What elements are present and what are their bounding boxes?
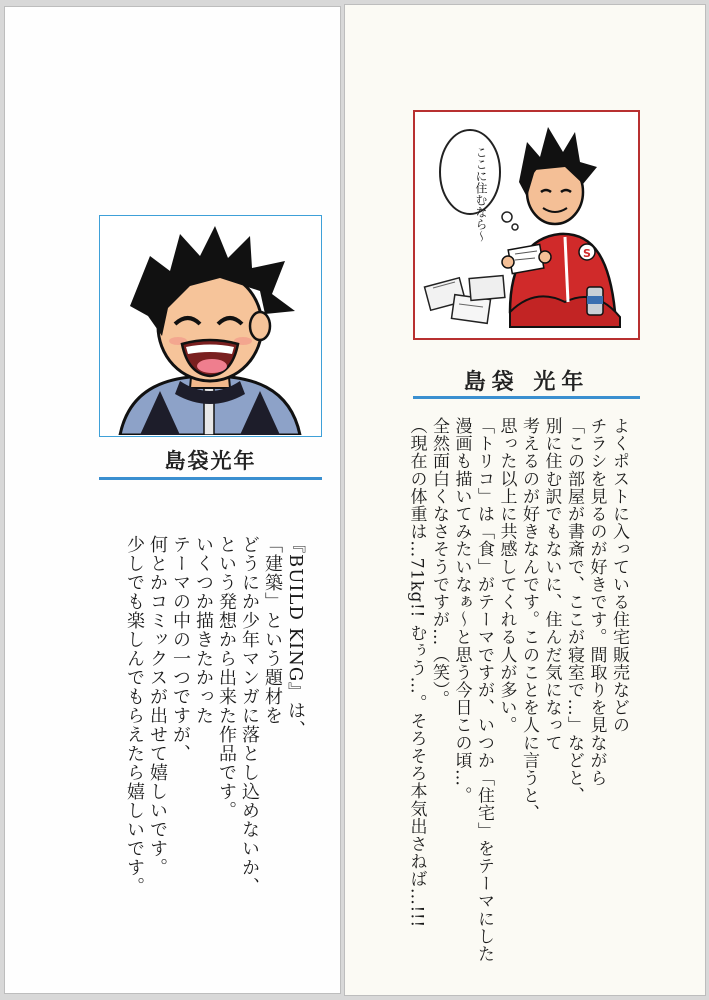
author-message	[123, 535, 307, 935]
author-caricature-illustration	[100, 216, 320, 435]
message-line: 『BUILD KING』は、	[285, 535, 306, 740]
message-line: よくポストに入っている住宅販売などの	[609, 417, 629, 734]
right-page	[344, 4, 706, 996]
message-line: 少しでも楽しんでもらえたら嬉しいです。	[124, 535, 145, 896]
message-line: という発想から出来た作品です。	[216, 535, 237, 820]
divider-rule	[413, 396, 640, 399]
author-name: 島袋光年	[164, 449, 257, 473]
message-line: 「建築」という題材を	[262, 535, 283, 725]
message-line: どうにか少年マンガに落とし込めないか、	[239, 535, 260, 896]
message-line: 全然面白くなさそうですが…（笑）。	[429, 417, 449, 708]
message-line: 考えるのが好きなんです。このことを人に言うと、	[519, 417, 539, 822]
left-page	[4, 6, 341, 994]
thought-bubble-text: ここに住むなら〜	[474, 146, 488, 242]
message-line: （現在の体重は…71kg!! むぅう…。そろそろ本気出さねば…!!!	[406, 417, 427, 928]
message-line: チラシを見るのが好きです。間取りを見ながら	[586, 417, 607, 787]
message-line: 思った以上に共感してくれる人が多い。	[496, 417, 517, 734]
message-line: 別に住む訳でもないに、住んだ気になって	[541, 417, 562, 752]
divider-rule	[99, 477, 322, 480]
author-portrait-flyers	[413, 110, 640, 340]
svg-text:S: S	[583, 247, 591, 260]
message-line: いくつか描きたかった	[193, 535, 214, 725]
message-line: 何とかコミックスが出せて嬉しいです。	[147, 535, 168, 877]
author-message	[405, 417, 630, 963]
message-line: 「トリコ」は「食」がテーマですが、いつか「住宅」をテーマにした	[474, 417, 494, 963]
author-with-flyers-illustration	[415, 112, 638, 338]
message-line: テーマの中の一つですが、	[170, 535, 191, 763]
message-line: 「この部屋が書斎で、ここが寝室で…」などと、	[564, 417, 584, 805]
author-portrait-smiling	[99, 215, 322, 437]
author-name: 島袋 光年	[463, 370, 590, 395]
message-line: 漫画も描いてみたいなぁ〜と思う今日この頃…。	[451, 417, 472, 805]
